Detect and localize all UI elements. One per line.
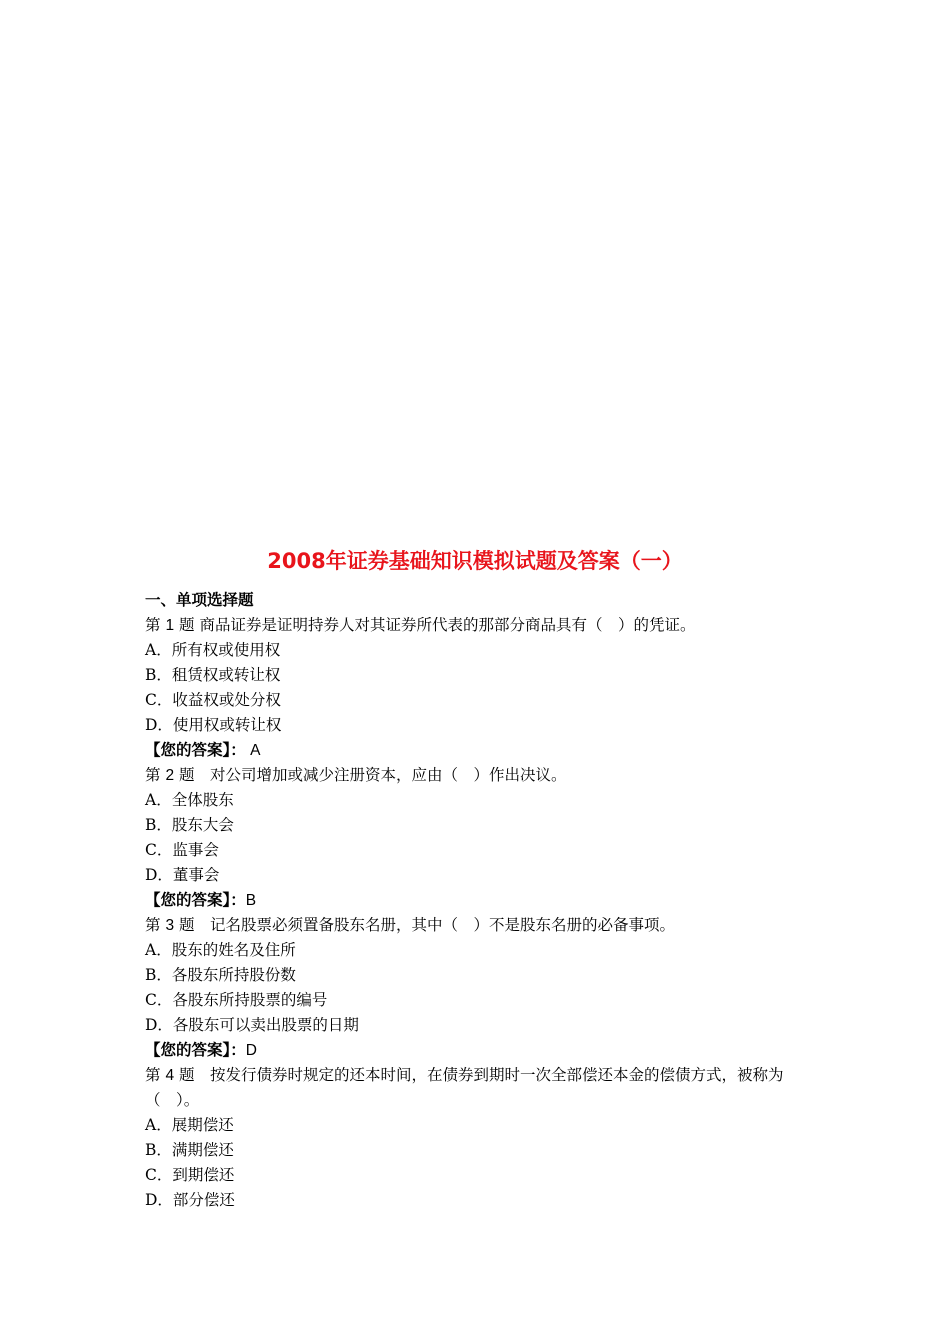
answer-separator: ：	[230, 1041, 246, 1059]
option-a: A．全体股东	[145, 791, 234, 809]
question-prefix: 第	[145, 766, 161, 784]
answer-value: B	[245, 892, 257, 909]
option-c: C．收益权或处分权	[145, 691, 281, 709]
answer-separator: ：	[230, 891, 246, 909]
question-suffix: 题	[179, 766, 195, 784]
question-text: 对公司增加或减少注册资本，应由（ ）作出决议。	[194, 766, 567, 784]
answer-separator: ：	[230, 741, 246, 759]
question-text: 商品证券是证明持券人对其证券所代表的那部分商品具有（ ）的凭证。	[194, 616, 696, 634]
option-d: D．董事会	[145, 866, 220, 884]
question-suffix: 题	[179, 616, 195, 634]
question-suffix: 题	[179, 1066, 195, 1084]
question-text: 记名股票必须置备股东名册，其中（ ）不是股东名册的必备事项。	[194, 916, 676, 934]
option-a: A．所有权或使用权	[145, 641, 281, 659]
answer-label: 【您的答案】	[145, 1041, 231, 1059]
answer-line	[145, 1038, 810, 1063]
answer-line	[145, 888, 810, 913]
option-b: B．满期偿还	[145, 1141, 234, 1159]
question-number: 4	[165, 1067, 175, 1084]
option-a: A．股东的姓名及住所	[145, 941, 296, 959]
question-list	[145, 588, 810, 1213]
question-prefix: 第	[145, 916, 161, 934]
option-a: A．展期偿还	[145, 1116, 234, 1134]
option-b: B．各股东所持股份数	[145, 966, 296, 984]
option-d: D．各股东可以卖出股票的日期	[145, 1016, 359, 1034]
question-number: 2	[165, 767, 175, 784]
question-2	[145, 763, 810, 913]
question-4	[145, 1063, 810, 1213]
question-text: 按发行债券时规定的还本时间，在债券到期时一次全部偿还本金的偿债方式，被称为（ ）。	[145, 1066, 784, 1109]
question-prefix: 第	[145, 616, 161, 634]
answer-value: A	[245, 742, 261, 759]
question-3	[145, 913, 810, 1063]
option-c: C．监事会	[145, 841, 219, 859]
question-stem	[145, 913, 810, 938]
answer-line	[145, 738, 810, 763]
option-d: D．使用权或转让权	[145, 716, 282, 734]
option-d: D．部分偿还	[145, 1191, 235, 1209]
option-b: B．租赁权或转让权	[145, 666, 281, 684]
question-number: 3	[165, 917, 175, 934]
question-number: 1	[165, 617, 175, 634]
option-c: C．到期偿还	[145, 1166, 235, 1184]
document-title: 2008年证券基础知识模拟试题及答案（一）	[267, 549, 683, 573]
question-stem	[145, 763, 810, 788]
question-stem	[145, 613, 810, 638]
answer-label: 【您的答案】	[145, 741, 231, 759]
option-c: C．各股东所持股票的编号	[145, 991, 328, 1009]
option-b: B．股东大会	[145, 816, 234, 834]
question-prefix: 第	[145, 1066, 161, 1084]
question-stem	[145, 1063, 810, 1113]
question-suffix: 题	[179, 916, 195, 934]
question-1	[145, 613, 810, 763]
section-heading: 一、单项选择题	[145, 591, 254, 609]
answer-value: D	[245, 1042, 257, 1059]
answer-label: 【您的答案】	[145, 891, 231, 909]
